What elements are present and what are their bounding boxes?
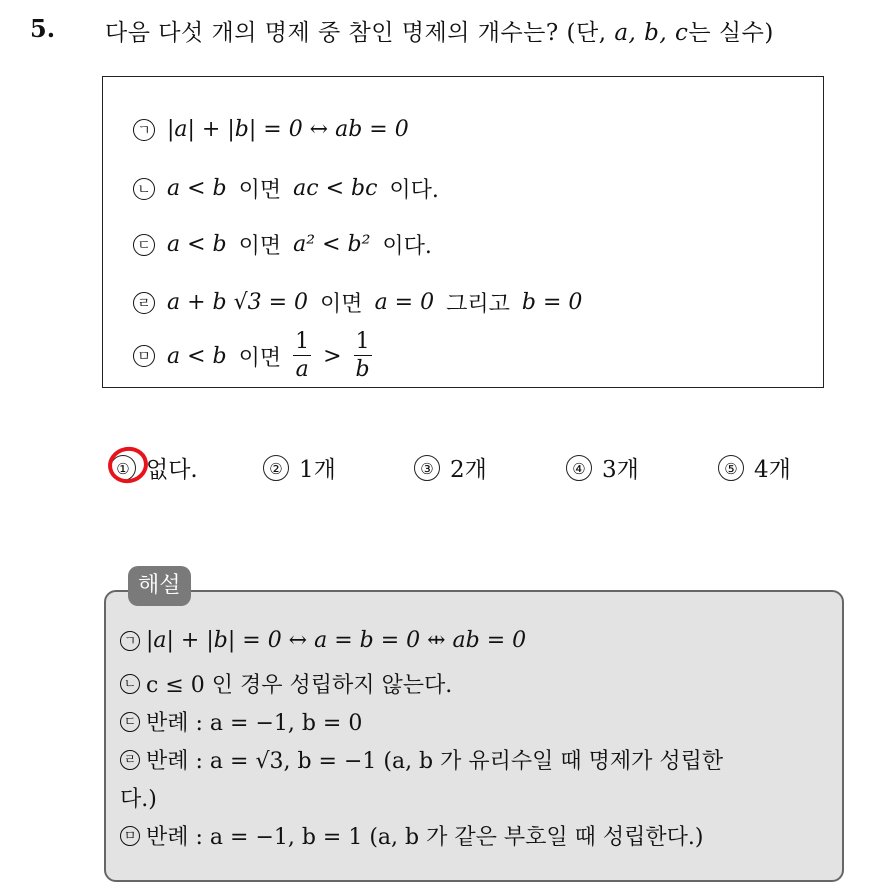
- choice-2[interactable]: [263, 451, 336, 484]
- choice-label: 2개: [450, 457, 487, 483]
- choice-number: ②: [263, 455, 289, 481]
- choice-label: 1개: [299, 457, 336, 483]
- propositions-box: [102, 76, 824, 388]
- circled-mark-nieun: ㄴ: [133, 178, 155, 200]
- proposition-5: [133, 331, 372, 381]
- circled-mark-rieul: ㄹ: [120, 750, 140, 770]
- proposition-tail: 이다.: [382, 234, 432, 259]
- fraction-1-over-a: [293, 331, 311, 381]
- choice-5[interactable]: [718, 451, 791, 484]
- proposition-1: [133, 117, 409, 142]
- choice-1[interactable]: [110, 451, 198, 484]
- choice-number: ④: [566, 455, 592, 481]
- choice-number: ⑤: [718, 455, 744, 481]
- solution-box: [104, 590, 844, 882]
- solution-line-3: [120, 706, 362, 737]
- choice-number: ①: [110, 455, 136, 481]
- question-number: 5.: [30, 14, 56, 43]
- proposition-tail: 이다.: [389, 178, 439, 203]
- choice-4[interactable]: [566, 451, 639, 484]
- solution-text: 반례 : a = −1, b = 1 (a, b 가 같은 부호일 때 성립한다.): [146, 825, 704, 850]
- proposition-expr3: b = 0: [521, 290, 583, 315]
- proposition-expr: a < b: [167, 176, 227, 201]
- solution-text: 반례 : a = √3, b = −1 (a, b 가 유리수일 때 명제가 성립한: [146, 749, 724, 774]
- solution-line-1: [120, 628, 526, 653]
- circled-mark-nieun: ㄴ: [120, 674, 140, 694]
- question-stem-end: 는 실수): [688, 20, 774, 46]
- solution-text: c ≤ 0 인 경우 성립하지 않는다.: [146, 673, 453, 698]
- fraction-1-over-b: [354, 331, 372, 381]
- solution-tag: 해설: [128, 566, 191, 606]
- circled-mark-giyeok: ㄱ: [120, 631, 140, 651]
- solution-line-2: [120, 668, 452, 699]
- choice-label: 없다.: [146, 457, 198, 483]
- question-text: [105, 14, 774, 47]
- solution-text: 다.): [120, 787, 157, 812]
- proposition-expr2: a = 0: [374, 290, 435, 315]
- choice-label: 4개: [754, 457, 791, 483]
- proposition-connector: 이면: [238, 234, 282, 259]
- choice-number: ③: [414, 455, 440, 481]
- proposition-4: [133, 287, 582, 318]
- fraction-denominator: b: [355, 357, 370, 382]
- question-stem: 다음 다섯 개의 명제 중 참인 명제의 개수는? (단,: [105, 20, 607, 46]
- proposition-expr: |a| + |b| = 0 ↔ ab = 0: [167, 117, 409, 142]
- circled-mark-digeut: ㄷ: [133, 234, 155, 256]
- proposition-3: [133, 229, 432, 260]
- circled-mark-digeut: ㄷ: [120, 712, 140, 732]
- solution-line-5: [120, 820, 703, 851]
- proposition-expr: a < b: [167, 343, 227, 369]
- circled-mark-rieul: ㄹ: [133, 292, 155, 314]
- circled-mark-giyeok: ㄱ: [133, 119, 155, 141]
- proposition-connector: 이면: [238, 345, 282, 371]
- greater-than-op: >: [323, 343, 342, 369]
- proposition-expr2: a² < b²: [293, 232, 371, 257]
- proposition-connector: 이면: [320, 292, 363, 317]
- proposition-connector: 이면: [238, 178, 282, 203]
- answer-circle-mark: [107, 445, 151, 485]
- proposition-tail: 그리고: [446, 292, 510, 317]
- solution-line-4: [120, 744, 723, 775]
- choice-3[interactable]: [414, 451, 487, 484]
- choice-label: 3개: [602, 457, 639, 483]
- proposition-2: [133, 173, 439, 204]
- solution-line-4-cont: [120, 782, 157, 813]
- question-vars: a, b, c: [614, 20, 689, 46]
- circled-mark-mieum: ㅁ: [133, 345, 155, 367]
- fraction-denominator: a: [295, 357, 309, 382]
- proposition-expr: a < b: [167, 232, 227, 257]
- proposition-expr2: ac < bc: [293, 176, 378, 201]
- fraction-numerator: 1: [355, 329, 370, 354]
- circled-mark-mieum: ㅁ: [120, 826, 140, 846]
- solution-text: |a| + |b| = 0 ↔ a = b = 0 ⇹ ab = 0: [146, 628, 527, 653]
- fraction-numerator: 1: [295, 329, 310, 354]
- proposition-expr: a + b √3 = 0: [167, 290, 309, 315]
- solution-text: 반례 : a = −1, b = 0: [146, 711, 363, 736]
- answer-choices: [100, 451, 840, 485]
